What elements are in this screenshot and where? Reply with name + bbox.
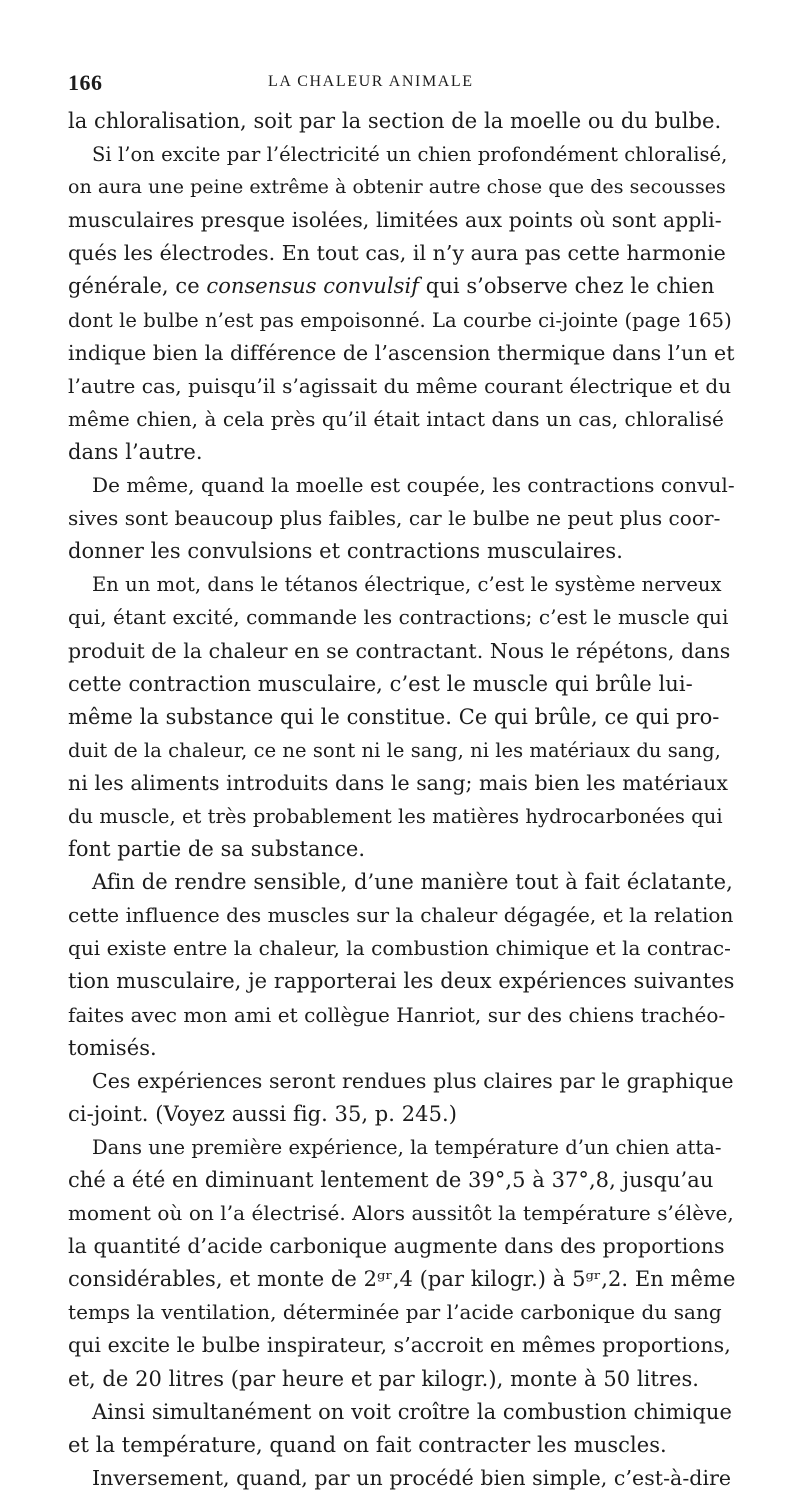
text-line: même chien, à cela près qu’il était intact dans un cas, chloralisé: [68, 406, 724, 431]
text-line: De même, quand la moelle est coupée, les contractions convul-: [92, 473, 735, 498]
text-line: En un mot, dans le tétanos électrique, c’est le système nerveux: [92, 573, 722, 597]
text-line: cette influence des muscles sur la chaleur dégagée, et la relation: [68, 903, 734, 928]
body-text: [68, 105, 736, 1495]
text-line: du muscle, et très probablement les matières hydrocarbonées qui: [68, 804, 723, 828]
text-line: Dans une première expérience, la température d’un chien atta-: [92, 1135, 722, 1159]
text-line: ché a été en diminuant lentement de 39°,5 à 37°,8, jusqu’au: [68, 1168, 714, 1192]
text-line: duit de la chaleur, ce ne sont ni le sang, ni les matériaux du sang,: [68, 738, 721, 762]
text-line: ci-joint. (Voyez aussi fig. 35, p. 245.): [68, 1101, 457, 1126]
text-line: produit de la chaleur en se contractant. Nous le répétons, dans: [68, 638, 731, 663]
running-head: [68, 70, 708, 94]
running-title: LA CHALEUR ANIMALE: [268, 73, 474, 90]
text-line: sives sont beaucoup plus faibles, car le bulbe ne peut plus coor-: [68, 506, 721, 531]
text-line: ni les aliments introduits dans le sang; mais bien les matériaux: [68, 770, 729, 795]
text-line: Ces expériences seront rendues plus claires par le graphique: [92, 1068, 734, 1093]
text-segment: générale, ce: [68, 274, 207, 299]
text-line: qui existe entre la chaleur, la combustion chimique et la contrac-: [68, 936, 731, 961]
text-line: tomisés.: [68, 1035, 157, 1060]
text-line: et la température, quand on fait contracter les muscles.: [68, 1432, 667, 1457]
text-line: la quantité d’acide carbonique augmente dans des proportions: [68, 1234, 725, 1259]
text-line: qui excite le bulbe inspirateur, s’accroit en mêmes proportions,: [68, 1333, 731, 1358]
text-line: même la substance qui le constitue. Ce qui brûle, ce qui pro-: [68, 704, 720, 729]
page-number: 166: [68, 70, 103, 95]
text-line: la chloralisation, soit par la section de la moelle ou du bulbe.: [68, 109, 722, 133]
text-line: temps la ventilation, déterminée par l’acide carbonique du sang: [68, 1300, 722, 1325]
text-line: considérables, et monte de 2ᵍʳ,4 (par kilogr.) à 5ᵍʳ,2. En même: [68, 1267, 736, 1292]
text-line: font partie de sa substance.: [68, 837, 366, 862]
text-segment: qui s’observe chez le chien: [419, 274, 715, 299]
text-line: Si l’on excite par l’électricité un chien profondément chloralisé,: [92, 143, 728, 167]
text-line: Afin de rendre sensible, d’une manière tout à fait éclatante,: [92, 870, 733, 895]
text-line: qui, étant excité, commande les contractions; c’est le muscle qui: [68, 605, 729, 630]
text-line: donner les convulsions et contractions musculaires.: [68, 539, 623, 564]
italic-phrase: consensus convulsif: [206, 274, 420, 299]
text-line: tion musculaire, je rapporterai les deux expériences suivantes: [68, 969, 735, 994]
text-line: Ainsi simultanément on voit croître la combustion chimique: [92, 1399, 732, 1424]
text-line: cette contraction musculaire, c’est le muscle qui brûle lui-: [68, 671, 693, 696]
text-line: faites avec mon ami et collègue Hanriot, sur des chiens trachéo-: [68, 1002, 726, 1027]
text-line: moment où on l’a électrisé. Alors aussitôt la température s’élève,: [68, 1201, 734, 1226]
text-line: Inversement, quand, par un procédé bien simple, c’est-à-dire: [92, 1465, 732, 1490]
text-line: musculaires presque isolées, limitées aux points où sont appli-: [68, 208, 722, 233]
text-line: [68, 270, 736, 303]
text-line: et, de 20 litres (par heure et par kilogr.), monte à 50 litres.: [68, 1366, 700, 1391]
text-line: on aura une peine extrême à obtenir autre chose que des secousses: [68, 176, 726, 199]
text-line: dont le bulbe n’est pas empoisonné. La courbe ci-jointe (page 165): [68, 308, 732, 332]
text-line: indique bien la différence de l’ascension thermique dans l’un et: [68, 340, 735, 365]
text-line: dans l’autre.: [68, 439, 203, 464]
text-line: l’autre cas, puisqu’il s’agissait du même courant électrique et du: [68, 373, 732, 398]
text-line: qués les électrodes. En tout cas, il n’y aura pas cette harmonie: [68, 241, 726, 266]
